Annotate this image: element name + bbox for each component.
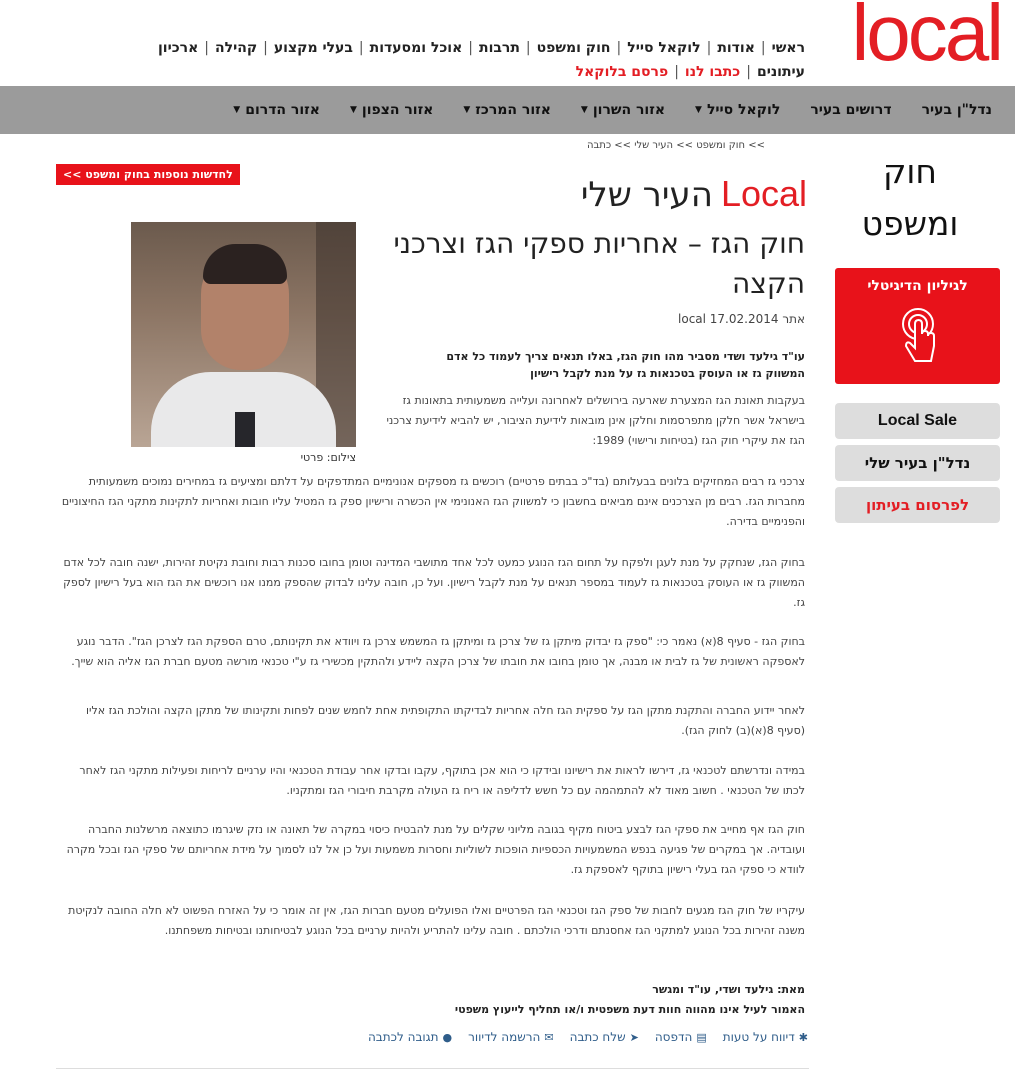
breadcrumb[interactable]: >> חוק ומשפט >> העיר שלי >> כתבה — [586, 140, 765, 151]
comment-icon: ● — [442, 1030, 453, 1044]
nav-item[interactable] — [448, 102, 566, 118]
top-link[interactable]: אוכל ומסעדות — [369, 40, 463, 56]
nav-item-label: לוקאל סייל — [706, 102, 781, 118]
divider — [56, 1068, 809, 1069]
photo-caption: צילום: פרטי — [300, 451, 356, 464]
printer-icon: ▤ — [696, 1030, 707, 1044]
bug-icon: ✱ — [798, 1030, 808, 1044]
report-error-button[interactable] — [723, 1030, 808, 1044]
divider: | — [616, 40, 622, 56]
author-photo — [131, 222, 356, 447]
divider: | — [525, 40, 531, 56]
brand-city: העיר שלי — [580, 175, 713, 215]
divider: | — [706, 40, 712, 56]
chevron-down-icon: ▼ — [349, 105, 357, 115]
chevron-down-icon: ▼ — [233, 105, 241, 115]
top-link[interactable]: קהילה — [215, 40, 258, 56]
top-links — [65, 36, 805, 84]
article-paragraph: צרכני גז רבים המחזיקים בלונים בבעלותם (בד"כ בבתים פרטיים) רוכשים גז מספקים אנונימיים המתדפקים על דלתם ומציעים גז במחירים נמוכים משמעותית מחברות הגז. רבים מן הצרכנים אינם מביאים בחשבון כי למשווק הגז האנונימי אין הכשרה ורישיון ספק גז המטיל עליו חובות ואחריות לתקינות מתקני הגז החיצוניים והפנימיים בדירה. — [61, 475, 805, 528]
top-links-row-2 — [65, 60, 805, 84]
article-headline: חוק הגז – אחריות ספקי הגז וצרכני הקצה — [393, 227, 805, 300]
divider: | — [468, 40, 473, 56]
author-name: מאת: גילעד ושדי, עו"ד ומגשר — [652, 983, 805, 996]
chevron-down-icon: ▼ — [463, 105, 471, 115]
nav-item[interactable] — [795, 102, 906, 118]
divider: | — [674, 64, 679, 80]
send-label: שלח כתבה — [569, 1030, 626, 1044]
advertise-button[interactable]: לפרסום בעיתון — [835, 487, 1000, 523]
comment-button[interactable] — [368, 1030, 452, 1044]
nav-item-label: אזור הצפון — [361, 102, 434, 118]
report-error-label: דיווח על טעות — [722, 1030, 795, 1044]
article-paragraph: בחוק הגז - סעיף 8(א) נאמר כי: "ספק גז יבדוק מיתקן גז של צרכן גז ומיתקן גז המשמש צרכן גז ויוודא את תקינותם, טרם הספקת הגז לצרכן הגז". הדבר נוגע לאספקה ראשונית של גז לבית או מבנה, אך טומן בחובו את חובתו של צרכן הקצה ליידע ולהתקין מכשירי גז ע"י טכנאי מורשה מטעם חברת הגז אליה הוא שייך. — [71, 635, 805, 668]
nav-item-label: אזור הדרום — [245, 102, 320, 118]
brand-heading — [581, 172, 807, 217]
nav-item[interactable] — [566, 102, 680, 118]
article-paragraph: במידה ונדרשתם לטכנאי גז, דירשו לראות את רישיונו ובידקו כי הוא אכן בתוקף, עקבו ובדקו אחר עבודת הטכנאי והיו ערניים לריחות ופעילות מתקני הגז לאחר לכתו של הטכנאי . חשוב מאוד לא להתמהמה עם כל חשש לדליפה או ריח גז העולה מקרבת חיבורי הגז ומתקניו. — [79, 764, 805, 797]
divider: | — [204, 40, 209, 56]
nav-item[interactable] — [907, 102, 1007, 118]
top-link-contact[interactable]: כתבו לנו — [684, 64, 741, 80]
article-paragraph: בעקבות תאונת הגז המצערת שארעה בירושלים לאחרונה ועלייה משמעותית בתאונות גז בישראל אשר חלקן מתפרסמות וחלקן אינן מובאות לידיעת הציבור, יש להביא לידיעת צרכני הגז את עיקרי חוק הגז (בטיחות ורישוי) 1989: — [386, 394, 805, 447]
article-actions — [368, 1030, 808, 1044]
nav-item-label: נדל"ן בעיר — [921, 102, 992, 118]
more-news-link[interactable]: לחדשות נוספות בחוק ומשפט >> — [56, 164, 240, 185]
site-logo[interactable]: local — [851, 0, 1001, 77]
divider: | — [760, 40, 766, 56]
divider: | — [263, 40, 268, 56]
chevron-down-icon: ▼ — [580, 105, 588, 115]
chevron-down-icon: ▼ — [695, 105, 702, 115]
top-link[interactable]: תרבות — [479, 40, 520, 56]
top-link[interactable]: ארכיון — [157, 40, 199, 56]
top-link[interactable]: לוקאל סייל — [627, 40, 701, 56]
divider: | — [746, 64, 751, 80]
author-block — [455, 980, 805, 1020]
legal-disclaimer: האמור לעיל אינו מהווה חוות דעת משפטית ו/או תחליף לייעוץ משפטי — [454, 1003, 805, 1016]
top-link[interactable]: חוק ומשפט — [536, 40, 611, 56]
nav-item[interactable] — [218, 102, 335, 118]
nav-item-label: אזור המרכז — [475, 102, 551, 118]
brand-local: Local — [720, 173, 807, 214]
digital-edition-label: לגיליון הדיגיטלי — [867, 278, 968, 294]
nav-item-label: דרושים בעיר — [810, 102, 892, 118]
nav-item[interactable] — [680, 102, 795, 118]
top-link-advertise[interactable]: פרסם בלוקאל — [575, 64, 669, 80]
subscribe-label: הרשמה לדיוור — [468, 1030, 541, 1044]
touch-hand-icon — [891, 306, 945, 366]
nav-item[interactable] — [335, 102, 448, 118]
top-link[interactable]: בעלי מקצוע — [273, 40, 353, 56]
local-sale-button[interactable]: Local Sale — [835, 403, 1000, 439]
envelope-icon: ✉ — [544, 1030, 554, 1044]
top-link[interactable]: ראשי — [771, 40, 805, 56]
main-nav — [0, 86, 1015, 134]
nav-item-label: אזור השרון — [592, 102, 666, 118]
article-paragraph: עיקריו של חוק הגז מגעים לחבות של ספק הגז וטכנאי הגז הפרטיים ואלו הפועלים מטעם חברות הגז, אין זה אומר כי על האזרח הפשוט לא חלה החובה לנקיטת משנה זהירות בכל הנוגע למתקני הגז אחסנתם ודרכי הולכתם . חובה עלינו להתריע ולהיות ערניים בכל הנוגע לבטיחותנו ובטיחות משפחתנו. — [68, 904, 805, 937]
print-button[interactable] — [655, 1030, 707, 1044]
top-link-newspapers[interactable]: עיתונים — [756, 64, 805, 80]
send-article-button[interactable] — [570, 1030, 639, 1044]
print-label: הדפסה — [654, 1030, 693, 1044]
section-title: חוק ומשפט — [861, 152, 959, 243]
divider: | — [358, 40, 364, 56]
article-paragraph: חוק הגז אף מחייב את ספקי הגז לבצע ביטוח מקיף בגובה מליוני שקלים על מנת להבטיח כיסוי במקרה של תאונה או נזק שיגרמו כתוצאה מרשלנות החברה ועובדיה. אך במקרים של פגיעה בנפש המשמעויות הכספיות הופכות לשוליות וחסרות משמעות ועל כן אל לנו לסמוך על מידת אחריותם של ספקי הגז ובכל מקרה לוודא כי ספקי הגז בעלי רישיון בתוקף לאספקת גז. — [66, 823, 805, 876]
subscribe-button[interactable] — [468, 1030, 554, 1044]
send-icon: ➤ — [629, 1030, 639, 1044]
top-links-row — [65, 36, 805, 60]
photo-hair — [203, 244, 287, 284]
article-paragraph: בחוק הגז, שנחקק על מנת לעגן ולפקח על תחום הגז הנוגע כמעט לכל אחד מתושבי המדינה וטומן בחובו סכנות רבות וחובת נקיטת זהירות, ישנה חובה לכל אדם המשווק גז או העוסק בטכנאות גז לעמוד במספר תנאים על מנת לקבל רישיון. ועל כן, חובה עלינו לבדוק שהספק ממנו אנו רוכשים את הגז הוא בעל רישיון לספק גז. — [63, 556, 805, 609]
digital-edition-button[interactable] — [835, 268, 1000, 384]
article-paragraph: לאחר יידוע החברה והתקנת מתקן הגז על ספקית הגז חלה אחריות לבדיקתו התקופתית אחת לחמש שנים לפחות ותקינותו של מתקן הקצה והולכת הגז אליו (סעיף 8(א)(ב) לחוק הגז). — [86, 704, 805, 737]
comment-label: תגובה לכתבה — [367, 1030, 439, 1044]
photo-tie — [235, 412, 255, 447]
article-lead: עו"ד גילעד ושדי מסביר מהו חוק הגז, באלו תנאים צריך לעמוד כל אדם המשווק גז או העוסק בטכנאות גז על מנת לקבל רישיון — [446, 350, 805, 380]
realestate-button[interactable]: נדל"ן בעיר שלי — [835, 445, 1000, 481]
article-meta: אתר local 17.02.2014 — [678, 312, 805, 326]
top-link[interactable]: אודות — [717, 40, 755, 56]
